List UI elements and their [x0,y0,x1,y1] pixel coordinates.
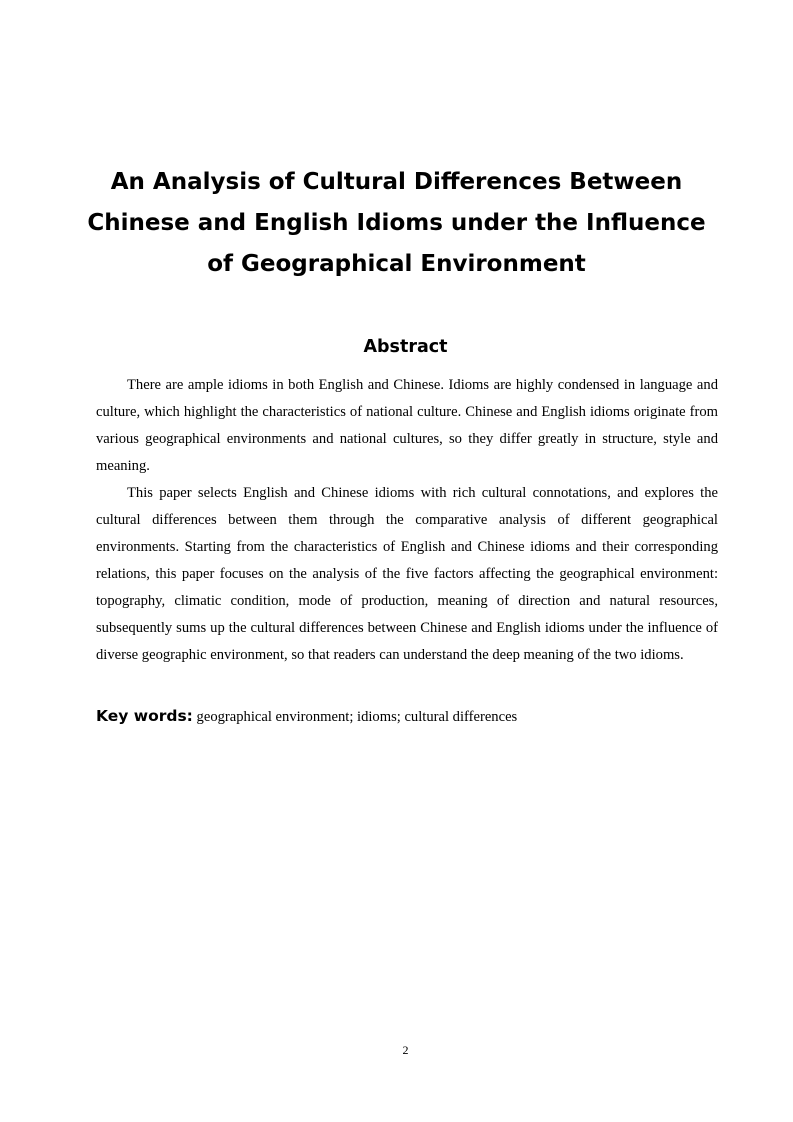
page-number: 2 [402,1043,409,1057]
keywords-line [96,703,718,730]
abstract-paragraph: This paper selects English and Chinese idioms with rich cultural connotations, and explores the cultural differences between them through the comparative analysis of different geographical environments. Starting from the characteristics of English and Chinese idioms and their corresponding relations, this paper focuses on the analysis of the five factors affecting the geographical environment: topography, climatic condition, mode of production, meaning of direction and natural resources, subsequently sums up the cultural differences between Chinese and English idioms under the influence of diverse geographic environment, so that readers can understand the deep meaning of the two idioms. [96,485,718,663]
paper-title [60,162,733,285]
keywords-label: Key words: [96,707,193,725]
title-line: Chinese and English Idioms under the Influence [87,210,706,236]
abstract-heading: Abstract [363,337,448,357]
abstract-body [96,372,718,669]
abstract-paragraph: There are ample idioms in both English and Chinese. Idioms are highly condensed in language and culture, which highlight the characteristics of national culture. Chinese and English idioms originate from various geographical environments and national cultures, so they differ greatly in structure, style and meaning. [96,377,718,474]
title-line: of Geographical Environment [207,251,586,277]
keywords-value: geographical environment; idioms; cultural differences [196,709,518,725]
title-line: An Analysis of Cultural Differences Between [110,169,683,195]
